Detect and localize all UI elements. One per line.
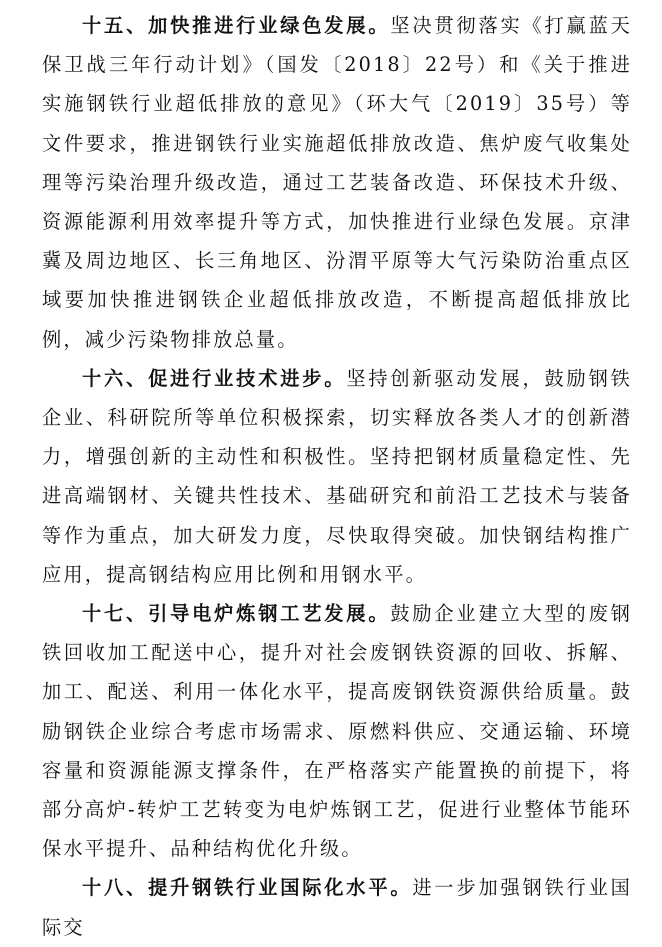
paragraph-electric-furnace [42, 594, 632, 868]
paragraph-heading: 十八、提升钢铁行业国际化水平。 [82, 876, 413, 900]
paragraph-body: 坚持创新驱动发展，鼓励钢铁企业、科研院所等单位积极探索，切实释放各类人才的创新潜力，增强创新的主动性和积极性。坚持把钢材质量稳定性、先进高端钢材、关键共性技术、基础研究和前沿工艺技术与装备等作为重点，加大研发力度，尽快取得突破。加快钢结构推广应用，提高钢结构应用比例和用钢水平。 [42, 366, 632, 586]
paragraph-heading: 十六、促进行业技术进步。 [82, 366, 347, 390]
paragraph-heading: 十七、引导电炉炼钢工艺发展。 [82, 602, 391, 626]
paragraph-technology-progress [42, 359, 632, 594]
paragraph-heading: 十五、加快推进行业绿色发展。 [82, 14, 391, 37]
paragraph-green-development [42, 6, 632, 359]
paragraph-body: 鼓励企业建立大型的废钢铁回收加工配送中心，提升对社会废钢铁资源的回收、拆解、加工、配送、利用一体化水平，提高废钢铁资源供给质量。鼓励钢铁企业综合考虑市场需求、原燃料供应、交通运输、环境容量和资源能源支撑条件，在严格落实产能置换的前提下，将部分高炉-转炉工艺转变为电炉炼钢工艺，促进行业整体节能环保水平提升、品种结构优化升级。 [42, 602, 632, 861]
paragraph-body: 进一步加强钢铁行业国际交 [42, 876, 633, 939]
paragraph-internationalization [42, 868, 632, 946]
paragraph-body: 坚决贯彻落实《打赢蓝天保卫战三年行动计划》（国发〔2018〕22号）和《关于推进实施钢铁行业超低排放的意见》（环大气〔2019〕35号）等文件要求，推进钢铁行业实施超低排放改造、焦炉废气收集处理等污染治理升级改造，通过工艺装备改造、环保技术升级、资源能源利用效率提升等方式，加快推进行业绿色发展。京津冀及周边地区、长三角地区、汾渭平原等大气污染防治重点区域要加快推进钢铁企业超低排放改造，不断提高超低排放比例，减少污染物排放总量。 [42, 14, 632, 351]
